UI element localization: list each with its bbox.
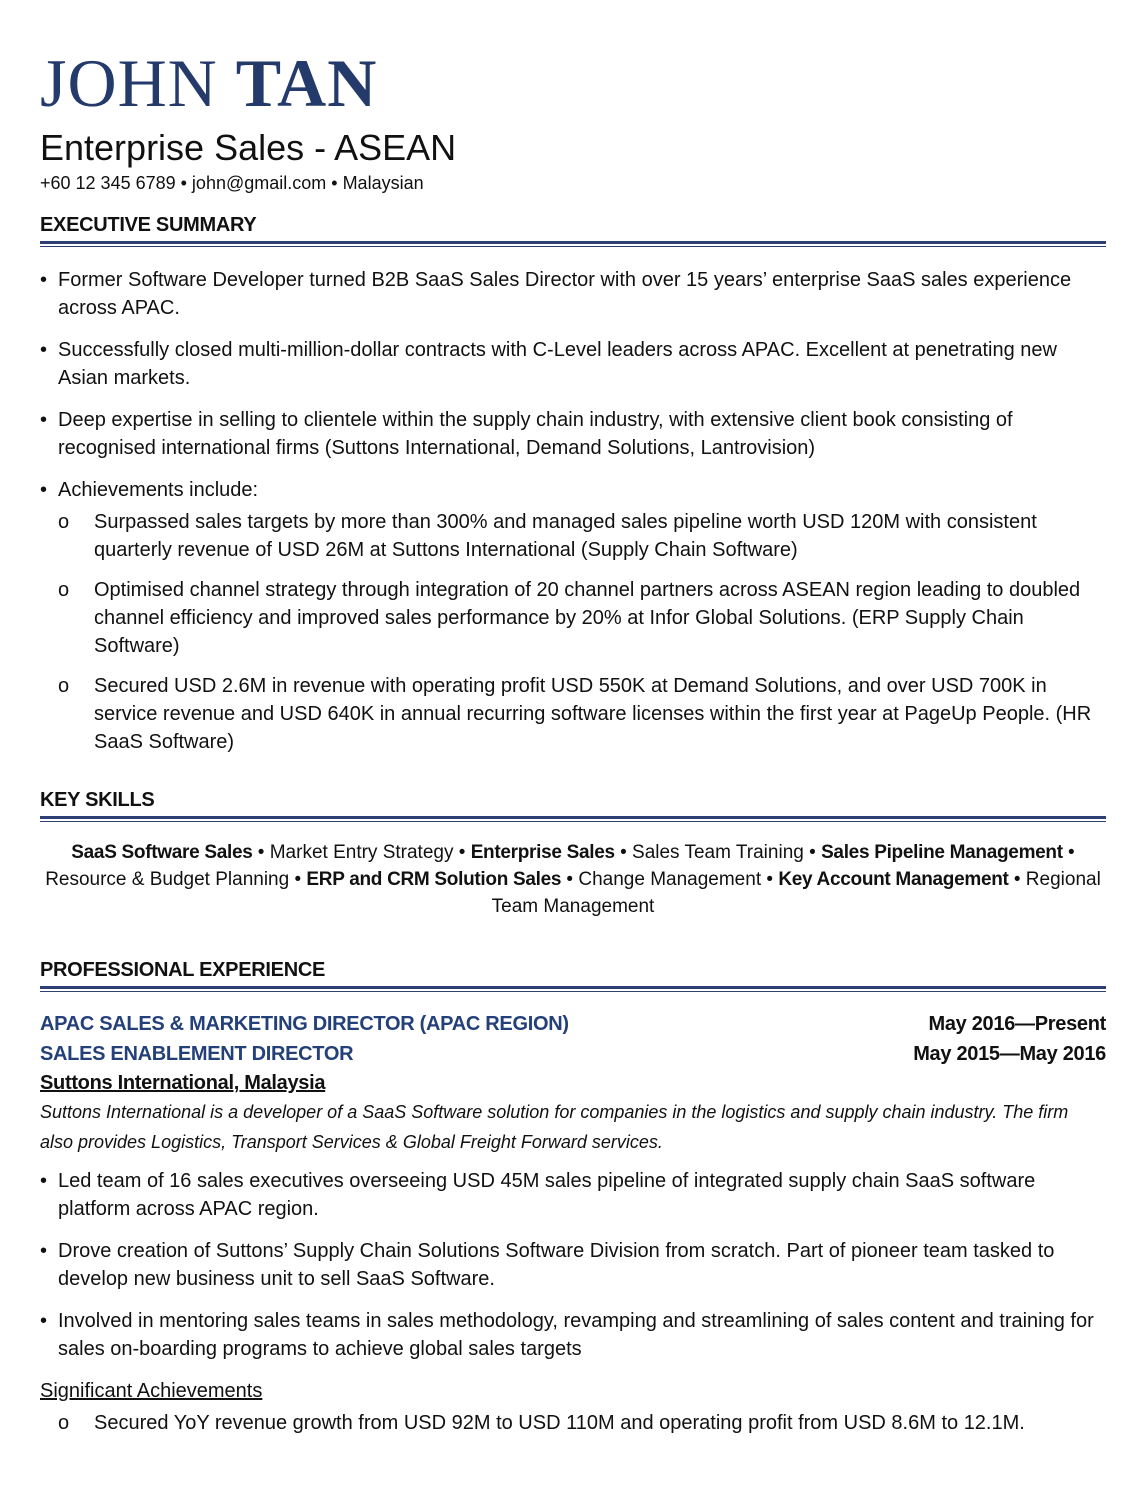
job-title: Enterprise Sales - ASEAN <box>40 127 457 168</box>
significant-list <box>58 1409 1106 1437</box>
section-rule <box>40 241 1106 248</box>
job-block <box>40 1009 1106 1437</box>
experience-list <box>40 1167 1106 1363</box>
sub-bullet-glyph: o <box>58 675 70 697</box>
role-dates: May 2016—Present <box>928 1013 1106 1035</box>
sub-list-item: o Secured USD 2.6M in revenue with operating profit USD 550K at Demand Solutions, and over USD 700K in service revenue and USD 640K in annual recurring software licenses within the first year at PageUp People. (HR SaaS Software) <box>40 672 1106 756</box>
skill-item: Regional Team Management <box>491 869 1101 917</box>
company-name: Suttons International, Malaysia <box>40 1072 326 1094</box>
summary-list <box>40 266 1106 756</box>
list-item: • Deep expertise in selling to clientele within the supply chain industry, with extensive client book consisting of recognised international firms (Suttons International, Demand Solutions, Lantrovision) <box>40 406 1106 462</box>
achievements-list <box>58 508 1106 756</box>
sub-bullet-glyph: o <box>58 579 70 601</box>
sub-list-item: o Surpassed sales targets by more than 300% and managed sales pipeline worth USD 120M with consistent quarterly revenue of USD 26M at Suttons International (Supply Chain Software) <box>40 508 1106 564</box>
section-heading-skills: KEY SKILLS <box>40 789 155 811</box>
bullet-glyph: • <box>40 1240 48 1262</box>
role-title: SALES ENABLEMENT DIRECTOR <box>40 1043 354 1065</box>
sub-bullet-glyph: o <box>58 1412 70 1434</box>
list-item: • Successfully closed multi-million-dollar contracts with C-Level leaders across APAC. Excellent at penetrating new Asian markets. <box>40 336 1106 392</box>
section-heading-experience: PROFESSIONAL EXPERIENCE <box>40 959 326 981</box>
section-rule <box>40 986 1106 993</box>
skill-item: Enterprise Sales <box>470 842 615 863</box>
company-description: Suttons International is a developer of a SaaS Software solution for companies in the logistics and supply chain industry. The firm also provides Logistics, Transport Services & Global Freight Forward services. <box>40 1102 1069 1152</box>
skill-item: ERP and CRM Solution Sales <box>306 869 562 890</box>
skills-section <box>40 788 1106 920</box>
last-name: TAN <box>235 45 378 121</box>
section-rule <box>40 816 1106 823</box>
list-item: • Achievements include: o Surpassed sales targets by more than 300% and managed sales pipeline worth USD 120M with consistent quarterly revenue of USD 26M at Suttons International (Supply Chain Software) o Optimised channel strategy through integration of 20 channel partners across ASEAN region leading to doubled channel efficiency and improved sales performance by 20% at Infor Global Solutions. (ERP Supply Chain Software) o Secured USD 2.6M in revenue with operating profit USD 550K at Demand Solutions, and over USD 700K in service revenue and USD 640K in annual recurring software licenses within the first year at PageUp People. (HR SaaS Software) <box>40 476 1106 756</box>
bullet-glyph: • <box>40 409 48 431</box>
skill-item: Sales Team Training <box>632 842 804 863</box>
bullet-glyph: • <box>40 479 48 501</box>
summary-section <box>40 213 1106 756</box>
bullet-glyph: • <box>40 339 48 361</box>
sub-bullet-glyph: o <box>58 511 70 533</box>
role-row <box>40 1009 1106 1039</box>
role-dates: May 2015—May 2016 <box>913 1043 1106 1065</box>
role-row <box>40 1039 1106 1069</box>
skill-item: Resource & Budget Planning <box>45 869 290 890</box>
skill-item: SaaS Software Sales <box>71 842 253 863</box>
skill-item: Market Entry Strategy <box>269 842 454 863</box>
significant-achievements-heading: Significant Achievements <box>40 1380 263 1402</box>
list-item: • Involved in mentoring sales teams in sales methodology, revamping and streamlining of sales content and training for sales on-boarding programs to achieve global sales targets <box>40 1307 1106 1363</box>
role-title: APAC SALES & MARKETING DIRECTOR (APAC REGION) <box>40 1013 569 1035</box>
sub-list-item: o Secured YoY revenue growth from USD 92M to USD 110M and operating profit from USD 8.6M to 12.1M. <box>40 1409 1106 1437</box>
skills-list: SaaS Software Sales • Market Entry Strategy • Enterprise Sales • Sales Team Training • Sales Pipeline Management • Resource & Budget Planning • ERP and CRM Solution Sales • Change Management • Key Account Management • Regional Team Management <box>45 842 1101 917</box>
list-item: • Former Software Developer turned B2B SaaS Sales Director with over 15 years’ enterprise SaaS sales experience across APAC. <box>40 266 1106 322</box>
list-item: • Led team of 16 sales executives overseeing USD 45M sales pipeline of integrated supply chain SaaS software platform across APAC region. <box>40 1167 1106 1223</box>
bullet-glyph: • <box>40 1170 48 1192</box>
list-item: • Drove creation of Suttons’ Supply Chain Solutions Software Division from scratch. Part of pioneer team tasked to develop new business unit to sell SaaS Software. <box>40 1237 1106 1293</box>
skill-item: Sales Pipeline Management <box>821 842 1063 863</box>
experience-section <box>40 958 1106 1437</box>
sub-list-item: o Optimised channel strategy through integration of 20 channel partners across ASEAN region leading to doubled channel efficiency and improved sales performance by 20% at Infor Global Solutions. (ERP Supply Chain Software) <box>40 576 1106 660</box>
candidate-name <box>40 46 1106 122</box>
bullet-glyph: • <box>40 1310 48 1332</box>
skill-item: Key Account Management <box>778 869 1009 890</box>
section-heading-summary: EXECUTIVE SUMMARY <box>40 214 257 236</box>
bullet-glyph: • <box>40 269 48 291</box>
first-name: JOHN <box>40 45 218 121</box>
skill-item: Change Management <box>578 869 762 890</box>
resume-page <box>40 46 1106 1449</box>
contact-line: +60 12 345 6789 • john@gmail.com • Malaysian <box>40 173 424 193</box>
